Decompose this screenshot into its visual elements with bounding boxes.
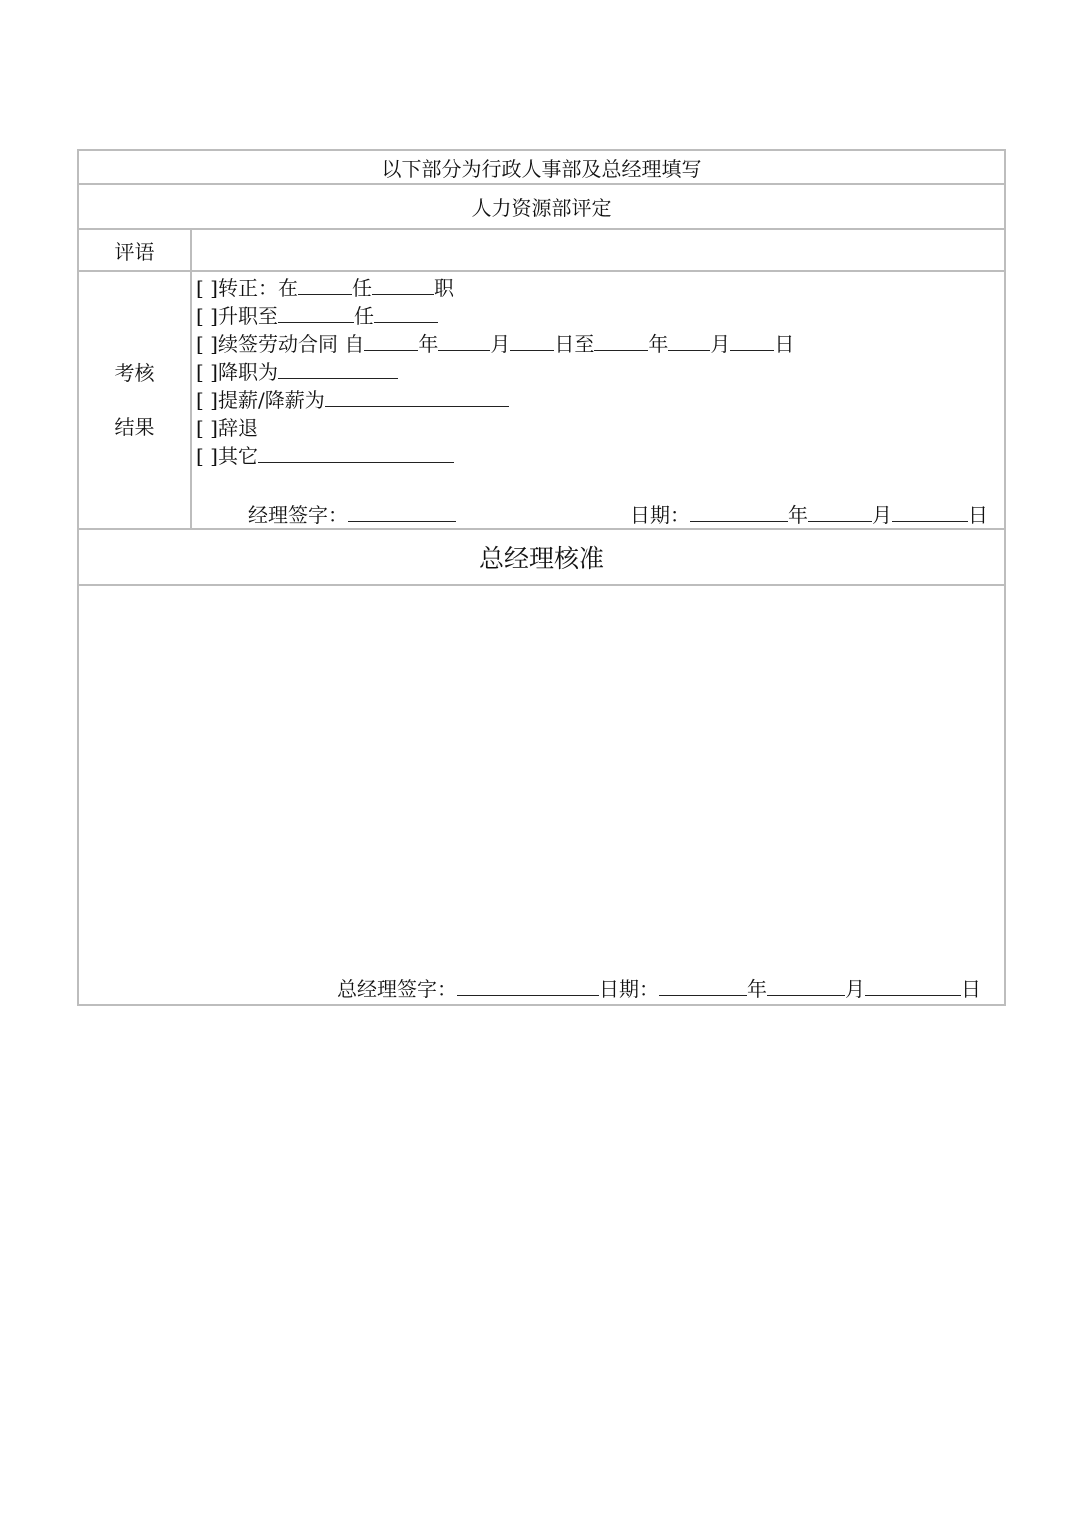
option-dismiss[interactable]: [ ]辞退 — [196, 416, 258, 440]
checkbox[interactable]: [ ] — [196, 388, 218, 412]
evaluation-form — [77, 149, 1004, 1006]
result-options-cell — [191, 271, 1005, 529]
blank-field[interactable] — [438, 330, 490, 351]
remark-field[interactable] — [191, 229, 1005, 271]
ceo-signature: 总经理签字： 日期： 年 月 日 — [337, 977, 981, 1001]
ceo-approval-row — [78, 585, 1005, 1005]
ceo-sign-field[interactable] — [457, 975, 599, 996]
blank-field[interactable] — [372, 274, 434, 295]
date-label: 日期： — [630, 503, 690, 527]
manager-sign-field[interactable] — [348, 501, 456, 522]
date-label: 日期： — [599, 977, 659, 1001]
ceo-title-row — [78, 529, 1005, 585]
result-label-line1: 考核 — [114, 361, 155, 385]
remark-row — [78, 229, 1005, 271]
manager-date: 日期： 年 月 日 — [630, 503, 988, 527]
checkbox[interactable]: [ ] — [196, 416, 218, 440]
option-other[interactable]: [ ]其它 — [196, 442, 794, 470]
blank-field[interactable] — [364, 330, 418, 351]
date-day-field[interactable] — [892, 501, 968, 522]
blank-field[interactable] — [730, 330, 774, 351]
hr-title-row — [78, 184, 1005, 229]
blank-field[interactable] — [278, 358, 398, 379]
option-salary[interactable]: [ ]提薪/降薪为 — [196, 386, 794, 414]
checkbox[interactable]: [ ] — [196, 276, 218, 300]
option-renew-contract[interactable]: [ ]续签劳动合同 自 年 月 日至 年 月 日 — [196, 332, 795, 356]
blank-field[interactable] — [594, 330, 648, 351]
checkbox[interactable]: [ ] — [196, 332, 218, 356]
blank-field[interactable] — [258, 442, 454, 463]
checkbox[interactable]: [ ] — [196, 444, 218, 468]
ceo-sign-label: 总经理签字： — [337, 977, 457, 1001]
ceo-title: 总经理核准 — [78, 529, 1005, 585]
result-label — [78, 271, 191, 529]
manager-signature — [248, 501, 456, 527]
date-year-field[interactable] — [659, 975, 747, 996]
checkbox[interactable]: [ ] — [196, 360, 218, 384]
form-table — [77, 149, 1006, 1006]
section-header-row — [78, 150, 1005, 184]
blank-field[interactable] — [510, 330, 554, 351]
result-row — [78, 271, 1005, 529]
remark-label: 评语 — [78, 229, 191, 271]
date-month-field[interactable] — [808, 501, 872, 522]
blank-field[interactable] — [278, 302, 354, 323]
date-month-field[interactable] — [767, 975, 845, 996]
date-day-field[interactable] — [865, 975, 961, 996]
checkbox[interactable]: [ ] — [196, 304, 218, 328]
blank-field[interactable] — [298, 274, 352, 295]
ceo-approval-field[interactable] — [78, 585, 1005, 1005]
blank-field[interactable] — [325, 386, 509, 407]
option-regular[interactable]: [ ]转正：在 任 职 — [196, 276, 454, 300]
date-year-field[interactable] — [690, 501, 788, 522]
result-label-line2: 结果 — [114, 415, 155, 439]
hr-title: 人力资源部评定 — [78, 184, 1005, 229]
option-demote[interactable]: [ ]降职为 — [196, 358, 794, 386]
blank-field[interactable] — [374, 302, 438, 323]
manager-sign-label: 经理签字： — [248, 503, 348, 527]
option-promote[interactable]: [ ]升职至 任 — [196, 302, 794, 330]
blank-field[interactable] — [668, 330, 710, 351]
section-header: 以下部分为行政人事部及总经理填写 — [78, 150, 1005, 184]
